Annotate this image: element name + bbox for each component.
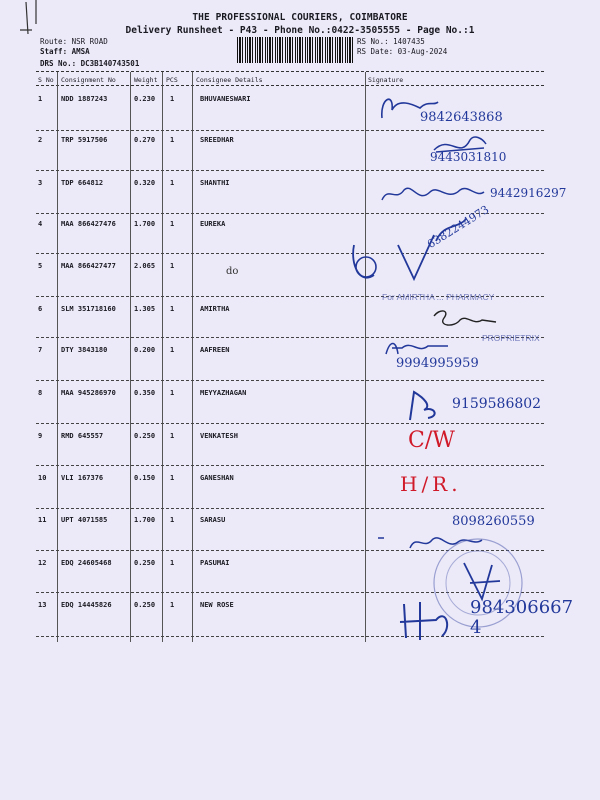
cell-weight: 0.270 [134, 136, 156, 144]
cell-consignment: TRP 5917506 [61, 136, 108, 144]
cell-pcs: 1 [170, 262, 175, 270]
cell-weight: 1.700 [134, 220, 156, 228]
drs-value: DC3B140743501 [80, 59, 140, 68]
col-weight: Weight [134, 76, 158, 84]
column-divider [192, 72, 193, 642]
cell-consignment: NDD 1887243 [61, 95, 108, 103]
staff-value: AMSA [71, 47, 90, 56]
cell-sno: 7 [38, 346, 43, 354]
cell-pcs: 1 [170, 516, 175, 524]
phone-note-2: 9443031810 [430, 150, 507, 164]
col-sno: S No [38, 76, 54, 84]
cell-consignment: VLI 167376 [61, 474, 104, 482]
col-consignee: Consignee Details [196, 76, 263, 84]
header-divider [36, 71, 544, 72]
cell-pcs: 1 [170, 346, 175, 354]
company-title: THE PROFESSIONAL COURIERS, COIMBATORE [192, 12, 408, 23]
cell-sno: 3 [38, 179, 43, 187]
phone-note-7: 9994995959 [396, 356, 479, 371]
signature-scrawl-icon [396, 598, 456, 644]
cell-weight: 0.200 [134, 346, 156, 354]
col-pcs: PCS [166, 76, 178, 84]
cell-pcs: 1 [170, 136, 175, 144]
phone-note-8: 9159586802 [452, 396, 542, 412]
cell-pcs: 1 [170, 432, 175, 440]
cell-pcs: 1 [170, 389, 175, 397]
row-divider [36, 337, 544, 338]
cell-consignee: MEYYAZHAGAN [200, 389, 247, 397]
cell-weight: 1.305 [134, 305, 156, 313]
row-divider [36, 636, 544, 637]
route-value: NSR ROAD [71, 37, 108, 46]
cell-consignee: GANESHAN [200, 474, 234, 482]
cell-consignee: AMIRTHA [200, 305, 230, 313]
column-divider [130, 72, 131, 642]
cell-pcs: 1 [170, 179, 175, 187]
phone-note-3: 9442916297 [490, 186, 567, 200]
cell-consignee: NEW ROSE [200, 601, 234, 609]
proprietrix-stamp: PROPRIETRIX [482, 333, 540, 343]
row-divider [36, 508, 544, 509]
cell-pcs: 1 [170, 559, 175, 567]
cell-weight: 0.320 [134, 179, 156, 187]
signature-scrawl-icon [430, 306, 500, 332]
cell-sno: 11 [38, 516, 47, 524]
cell-consignee: SARASU [200, 516, 226, 524]
rs-date-value: 03-Aug-2024 [397, 47, 448, 56]
column-divider [57, 72, 58, 642]
row-divider [36, 465, 544, 466]
rs-no-info: RS No.: 1407435 [357, 37, 425, 46]
cell-weight: 1.700 [134, 516, 156, 524]
cell-weight: 0.350 [134, 389, 156, 397]
cell-consignee: SHANTHI [200, 179, 230, 187]
cell-consignment: SLM 351718160 [61, 305, 116, 313]
ditto-mark: do [226, 266, 239, 277]
cell-consignment: DTY 3843180 [61, 346, 108, 354]
cell-pcs: 1 [170, 474, 175, 482]
phone-note-4: 6382244973 [425, 202, 492, 252]
cell-sno: 9 [38, 432, 43, 440]
cell-sno: 1 [38, 95, 43, 103]
cell-sno: 12 [38, 559, 47, 567]
cell-sno: 13 [38, 601, 47, 609]
column-divider [162, 72, 163, 642]
row-divider [36, 170, 544, 171]
phone-note-11: 8098260559 [452, 514, 535, 529]
row-divider [36, 423, 544, 424]
cell-weight: 0.250 [134, 432, 156, 440]
cell-sno: 6 [38, 305, 43, 313]
cell-consignee: AAFREEN [200, 346, 230, 354]
cell-weight: 0.150 [134, 474, 156, 482]
cell-consignment: MAA 945286970 [61, 389, 116, 397]
cell-sno: 4 [38, 220, 43, 228]
cell-sno: 5 [38, 262, 43, 270]
phone-note-1: 9842643868 [420, 110, 503, 125]
cell-consignee: PASUMAI [200, 559, 230, 567]
staff-info: Staff: AMSA [40, 47, 90, 56]
cell-weight: 2.065 [134, 262, 156, 270]
barcode [237, 37, 353, 63]
route-info: Route: NSR ROAD [40, 37, 108, 46]
cell-consignee: BHUVANESWARI [200, 95, 251, 103]
drs-info: DRS No.: DC3B140743501 [40, 59, 140, 68]
runsheet-title: Delivery Runsheet - P43 - Phone No.:0422-3505555 - Page No.:1 [125, 25, 475, 36]
col-signature: Signature [368, 76, 404, 84]
pharmacy-stamp: For AMIRTHA ... PHARMACY [382, 292, 495, 302]
cell-weight: 0.250 [134, 559, 156, 567]
cell-weight: 0.230 [134, 95, 156, 103]
cell-consignment: TDP 664812 [61, 179, 104, 187]
cell-sno: 8 [38, 389, 43, 397]
cell-pcs: 1 [170, 305, 175, 313]
note-hr: H/R. [400, 472, 462, 496]
cell-weight: 0.250 [134, 601, 156, 609]
cell-consignment: MAA 866427477 [61, 262, 116, 270]
note-cw: C/W [408, 428, 455, 453]
cell-pcs: 1 [170, 601, 175, 609]
cell-consignment: MAA 866427476 [61, 220, 116, 228]
rs-no-value: 1407435 [393, 37, 425, 46]
cell-sno: 10 [38, 474, 47, 482]
col-consignment: Consignment No [61, 76, 116, 84]
phone-note-13: 9843066674 [470, 597, 574, 638]
cell-consignee: SREEDHAR [200, 136, 234, 144]
cell-pcs: 1 [170, 95, 175, 103]
signature-scrawl-icon [378, 180, 488, 208]
cell-pcs: 1 [170, 220, 175, 228]
header-divider [36, 85, 544, 86]
rs-date-info: RS Date: 03-Aug-2024 [357, 47, 448, 56]
cell-sno: 2 [38, 136, 43, 144]
row-divider [36, 380, 544, 381]
cell-consignment: EDQ 24605468 [61, 559, 112, 567]
signature-scrawl-icon [382, 336, 452, 358]
cell-consignment: RMD 645557 [61, 432, 104, 440]
cell-consignee: VENKATESH [200, 432, 238, 440]
signature-scrawl-icon [404, 388, 454, 422]
cell-consignment: EDQ 14445826 [61, 601, 112, 609]
column-divider [365, 72, 366, 642]
cell-consignee: EUREKA [200, 220, 226, 228]
cell-consignment: UPT 4071585 [61, 516, 108, 524]
